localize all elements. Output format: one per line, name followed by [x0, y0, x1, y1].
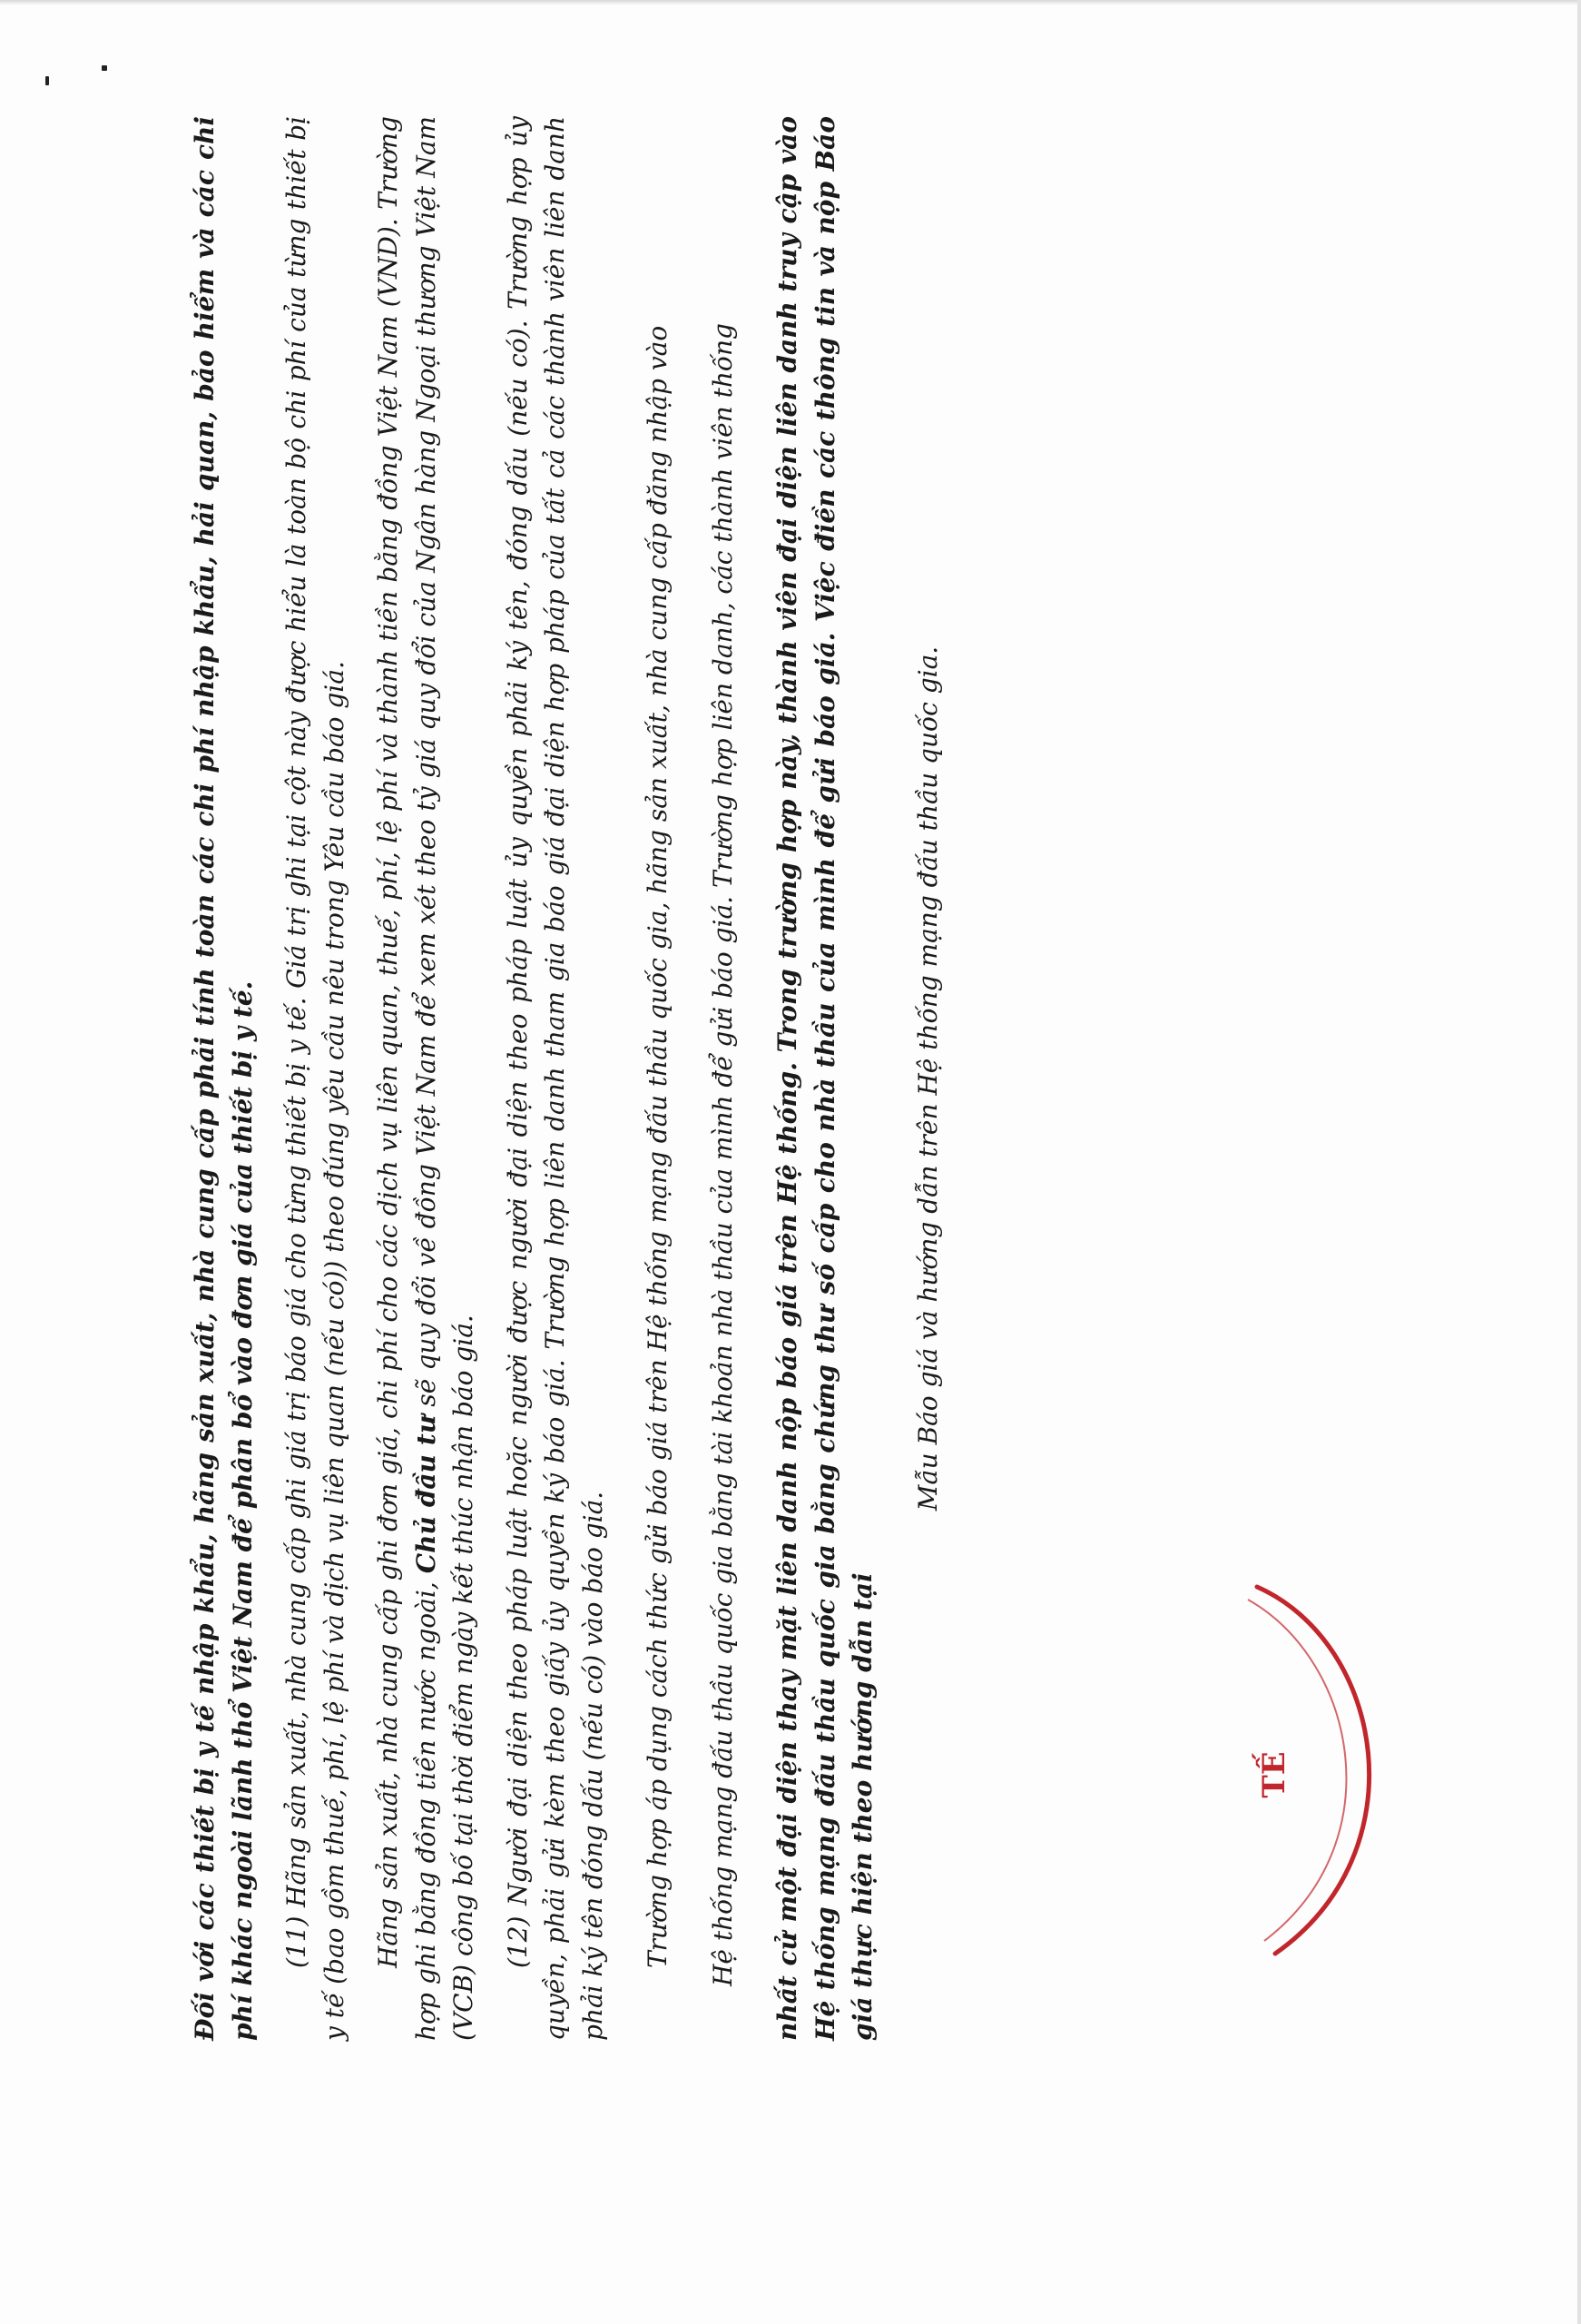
paragraph-text-bold: Chủ đầu tư [410, 1414, 441, 1574]
paragraph-note-11 [278, 116, 353, 2041]
paragraph-currency [369, 116, 483, 2041]
rotated-text-block [186, 116, 947, 2041]
paragraph-text-c: sẽ quy đổi về đồng Việt Nam để xem xét theo tỷ giá quy đổi của Ngân hàng Ngoại thương Việt Nam (VCB) công bố tại thời điểm ngày kết thúc nhận báo giá. [410, 116, 478, 2041]
scan-edge-right [1577, 0, 1581, 2324]
paragraph-text: (12) Người đại diện theo pháp luật hoặc người được người đại diện theo pháp luật ủy quyền phải ký tên, đóng dấu (nếu có). Trường hợp ủy quyền, phải gửi kèm theo giấy ủy quyền ký báo giá. Trường hợp liên danh tham gia báo giá đại diện hợp pháp của tất cả các thành viên liên danh phải ký tên đóng dấu (nếu có) vào báo giá. [502, 116, 608, 2041]
paragraph-text: Mẫu Báo giá và hướng dẫn trên Hệ thống mạng đấu thầu quốc gia. [912, 645, 943, 1512]
paragraph-text: (11) Hãng sản xuất, nhà cung cấp ghi giá trị báo giá cho từng thiết bị y tế. Giá trị ghi tại cột này được hiểu là toàn bộ chi phí của từng thiết bị y tế (bao gồm thuế, phí, lệ phí và dịch vụ liên quan (nếu có)) theo đúng yêu cầu nêu trong Yêu cầu báo giá. [281, 116, 349, 2041]
paragraph-e-bidding-4 [909, 116, 948, 2041]
paragraph-e-bidding-2 [704, 116, 742, 2041]
paragraph-e-bidding-3 [769, 116, 882, 2041]
paragraph-foreign-import-costs [186, 116, 261, 2041]
scan-speck [102, 65, 107, 71]
paragraph-text: Hệ thống mạng đấu thầu quốc gia bằng tài khoản nhà thầu của mình để gửi báo giá. Trường hợp liên danh, các thành viên thống [707, 323, 738, 1986]
paragraph-text: Trường hợp áp dụng cách thức gửi báo giá trên Hệ thống mạng đấu thầu quốc gia, hãng sản xuất, nhà cung cấp đăng nhập vào [643, 325, 673, 1968]
paragraph-e-bidding-1 [639, 116, 677, 2041]
paragraph-text: nhất cử một đại diện thay mặt liên danh nộp báo giá trên Hệ thống. Trong trường hợp này, thành viên đại diện liên danh truy cập vào Hệ thống mạng đấu thầu quốc gia bằng chứng thư số cấp cho nhà thầu của mình để gửi báo giá. Việc điền các thông tin và nộp Báo giá thực hiện theo hướng dẫn tại [772, 116, 878, 2041]
scan-speck [45, 76, 49, 85]
paragraph-text: Đối với các thiết bị y tế nhập khẩu, hãng sản xuất, nhà cung cấp phải tính toàn các chi phí nhập khẩu, hải quan, bảo hiểm và các chi phí khác ngoài lãnh thổ Việt Nam để phân bổ vào đơn giá của thiết bị y tế. [190, 116, 258, 2041]
paragraph-text-a: Hãng sản xuất, nhà cung cấp ghi đơn giá, chi phí cho các dịch vụ liên quan, thuế, phí, lệ phí và thành tiền bằng đồng Việt Nam (VND). Trường hợp ghi bằng đồng tiền nước ngoài, [373, 116, 441, 2041]
scan-edge-top [0, 0, 1581, 5]
red-seal-stamp [1221, 1580, 1439, 1961]
stamp-fragment-text: TẾ [1256, 1751, 1292, 1798]
paragraph-note-12 [499, 116, 613, 2041]
